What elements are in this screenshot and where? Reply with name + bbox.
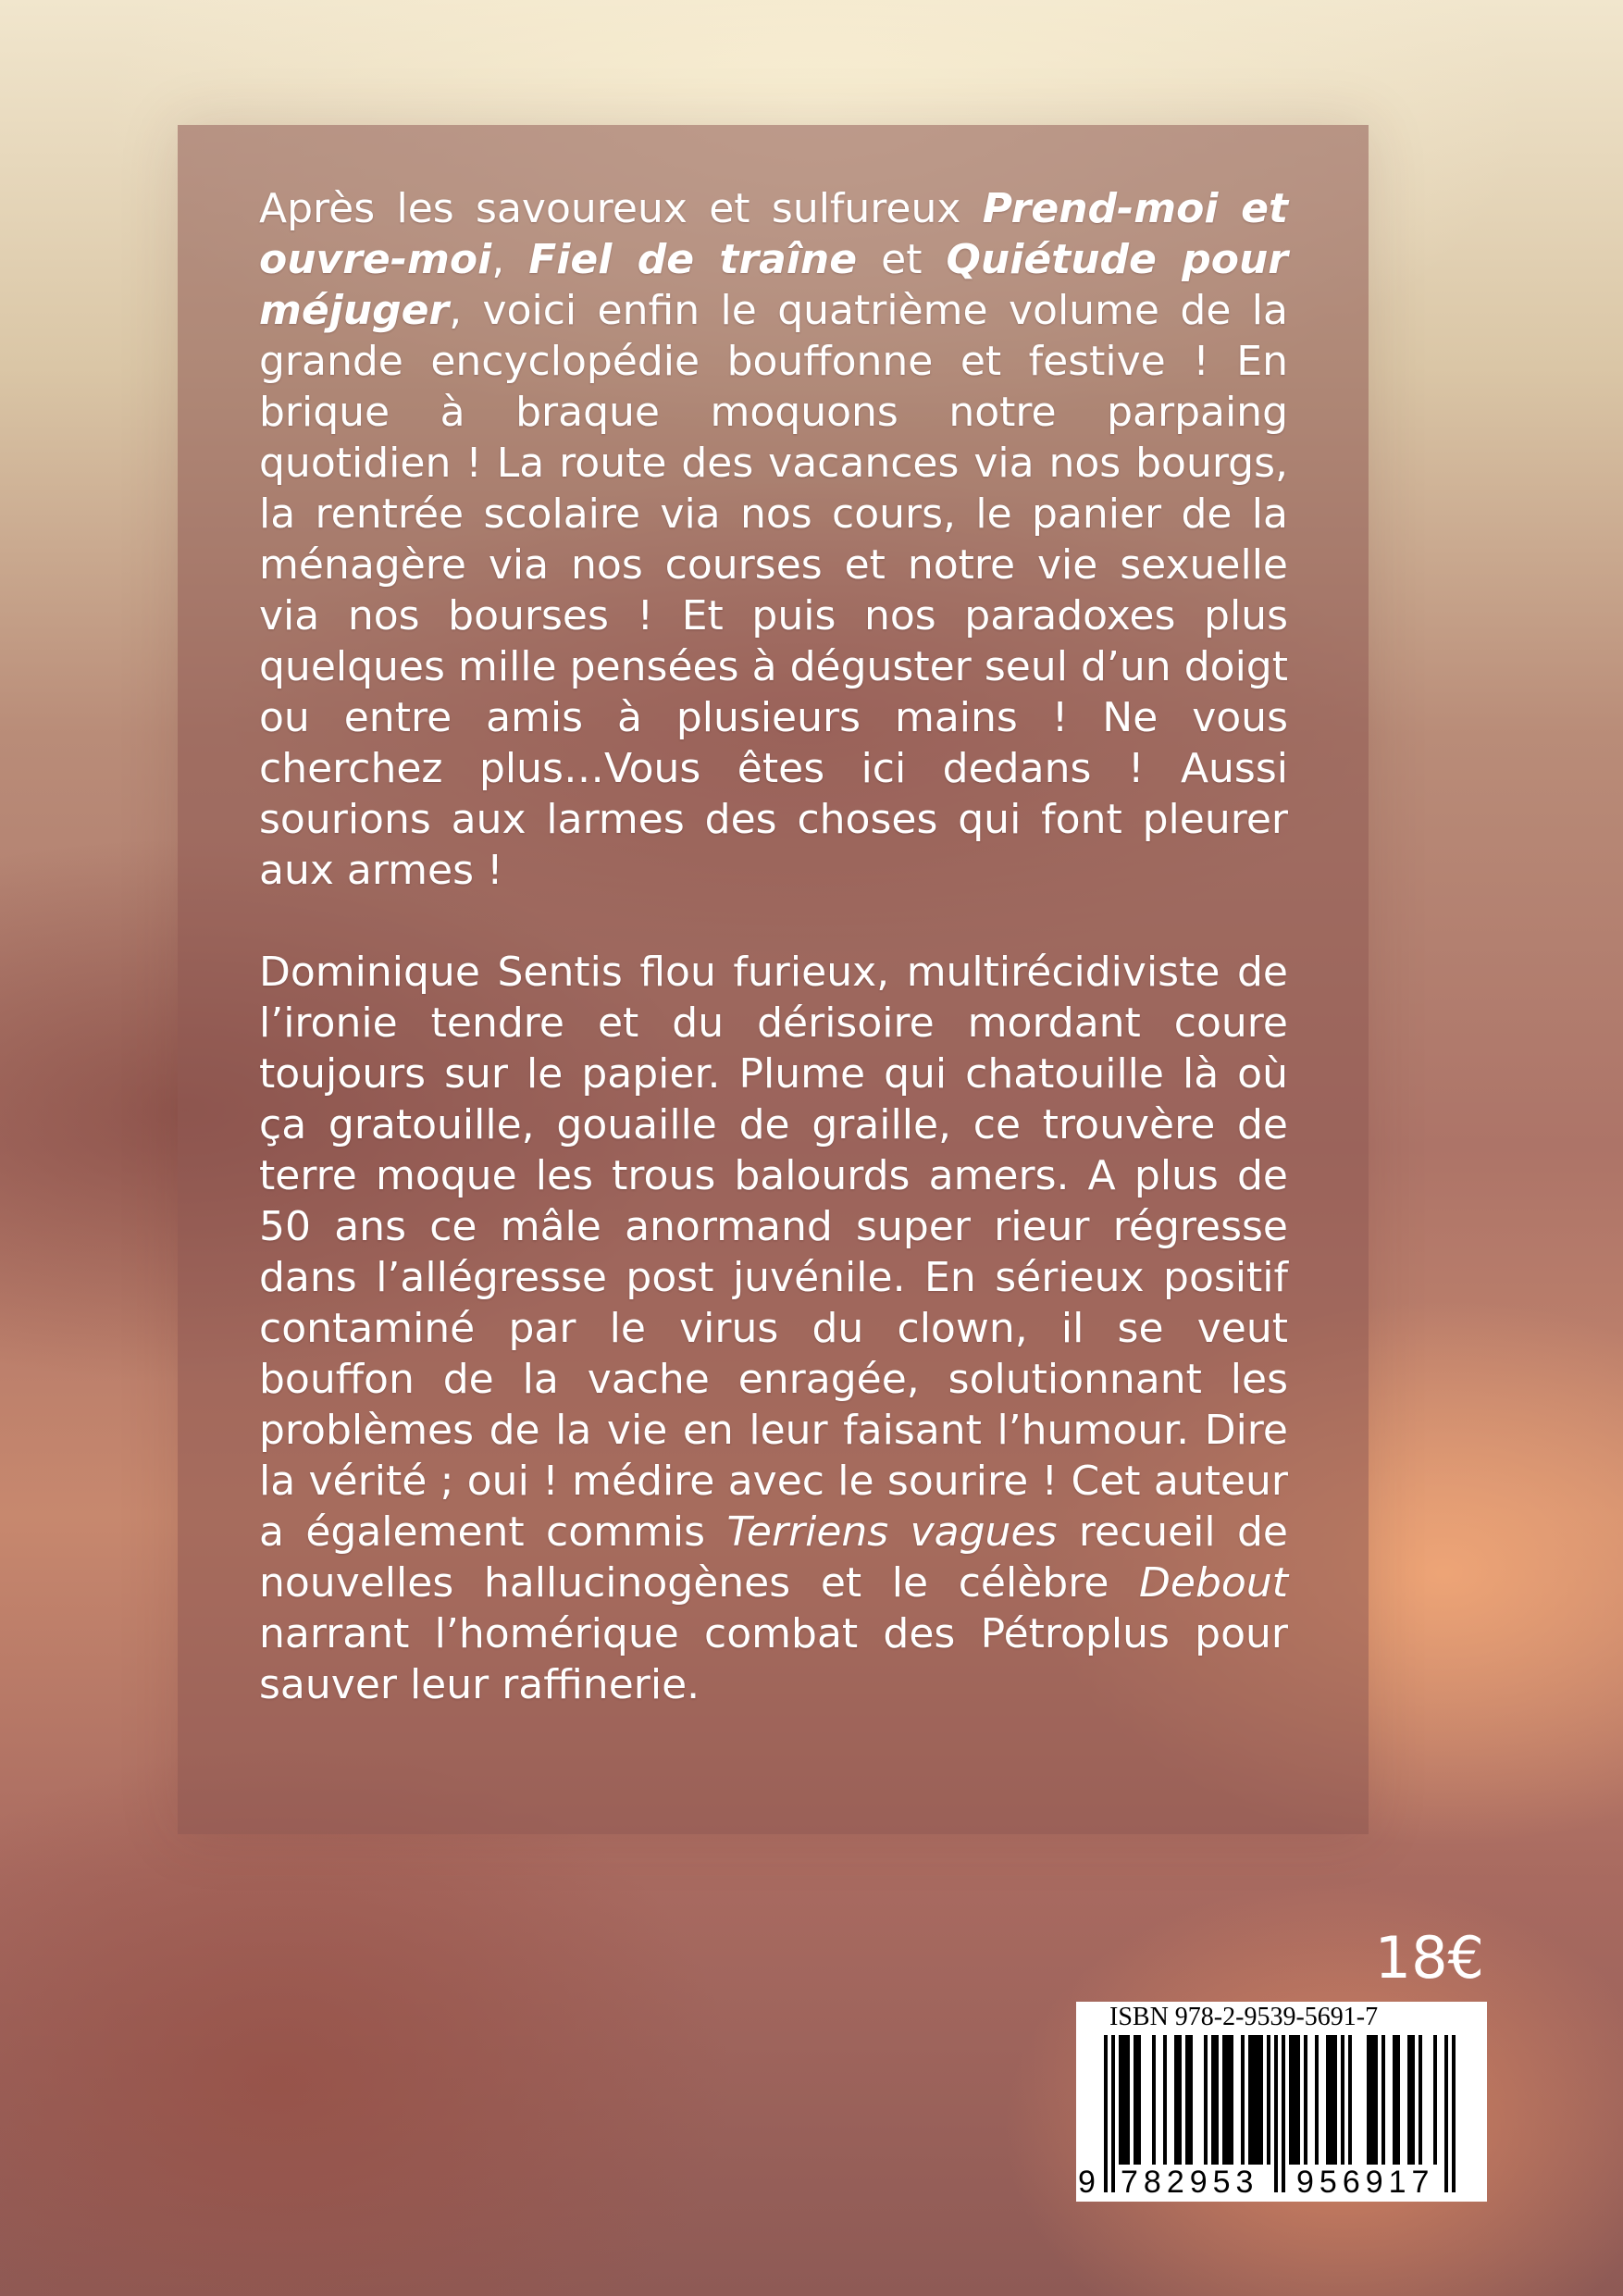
barcode-bar [1274,2035,1278,2192]
ean-right-group: 956917 [1296,2165,1435,2200]
barcode-bar [1163,2035,1167,2165]
barcode-bar [1211,2035,1215,2165]
barcode-bar [1104,2035,1108,2192]
text-run: Quiétude pour méjuger [259,236,1288,334]
barcode-bar [1370,2035,1374,2165]
barcode-bar [1444,2035,1448,2192]
text-run: et [857,236,947,283]
barcode-bar [1348,2035,1352,2165]
barcode-bar [1315,2035,1319,2165]
barcode-bar [1367,2035,1370,2165]
price-label: 18€ [1374,1924,1484,1992]
text-run: , [491,236,529,283]
ean-left-group: 782953 [1121,2165,1259,2200]
barcode-bar [1204,2035,1208,2165]
text-run: Dominique Sentis flou furieux, multirécidiviste de l’ironie tendre et du dérisoire mordant coure toujours sur le papier. Plume qui chatouille là où ça gratouille, gouaille de graille, ce trouvère de terre moque les trous balourds amers. A plus de 50 ans ce mâle anormand super rieur régresse dans l’allégresse post juvénile. En sérieux positif contaminé par le virus du clown, il se veut bouffon de la vache enragée, solutionnant les problèmes de la vie en leur faisant l’humour. Dire la vérité ; oui ! médire avec le sourire ! Cet auteur a également commis [259,949,1288,1556]
barcode-bar [1396,2035,1400,2165]
barcode-bar [1122,2035,1126,2165]
text-run: , voici enfin le quatrième volume de la grande encyclopédie bouffonne et festive ! En brique à braque moquons notre parpaing quotidien ! La route des vacances via nos bourgs, la rentrée scolaire via nos cours, le panier de la ménagère via nos courses et notre vie sexuelle via nos bourses ! Et puis nos paradoxes plus quelques mille pensées à déguster seul d’un doigt ou entre amis à plusieurs mains ! Ne vous cherchez plus…Vous êtes ici dedans ! Aussi sourions aux larmes des choses qui font pleurer aux armes ! [259,287,1288,894]
barcode-bar [1296,2035,1300,2165]
barcode-bar [1333,2035,1337,2165]
blurb-paragraph-2 [259,947,1288,1710]
isbn-barcode [1076,2002,1487,2202]
text-run: Debout [1139,1559,1288,1607]
barcode-bar [1111,2035,1115,2192]
barcode-bar [1230,2035,1233,2165]
barcode-bar [1326,2035,1330,2165]
barcode-bar [1134,2035,1137,2165]
barcode-bar [1241,2035,1245,2165]
barcode-bar [1293,2035,1296,2165]
barcode-bar [1393,2035,1396,2165]
barcode-bar [1119,2035,1122,2165]
barcode-bar [1178,2035,1182,2165]
barcode-bar [1226,2035,1230,2165]
text-run: recueil de nouvelles hallucinogènes et le célèbre [259,1508,1288,1607]
barcode-bar [1189,2035,1193,2165]
barcode-bar [1259,2035,1263,2165]
barcode-bar [1185,2035,1189,2165]
barcode-bar [1374,2035,1378,2165]
text-run: Après les savoureux et sulfureux [259,185,983,232]
barcode-bar [1452,2035,1456,2192]
barcode-bar [1381,2035,1385,2165]
barcode-bar [1267,2035,1270,2165]
text-run: Fiel de traîne [528,236,858,283]
barcode-bar [1215,2035,1219,2165]
barcode-bar [1137,2035,1141,2165]
text-run: narrant l’homérique combat des Pétroplus pour sauver leur raffinerie. [259,1610,1288,1708]
barcode-bar [1289,2035,1293,2165]
barcode-bar [1252,2035,1256,2165]
barcode-bar [1330,2035,1333,2165]
barcode-bar [1152,2035,1156,2165]
barcode-bar [1433,2035,1437,2165]
barcode-bar [1419,2035,1422,2165]
barcode-bar [1126,2035,1130,2165]
barcode-bar [1304,2035,1307,2165]
barcode-bar [1282,2035,1285,2192]
barcode-bar [1248,2035,1252,2165]
barcode-bar [1222,2035,1226,2165]
text-run: Prend-moi et ouvre-moi [259,185,1288,283]
text-run: Terriens vagues [726,1508,1058,1556]
barcode-bar [1174,2035,1178,2165]
ean-first-digit: 9 [1078,2165,1096,2200]
barcode-bar [1341,2035,1344,2165]
blurb-paragraph-1 [259,183,1288,896]
isbn-label: ISBN 978-2-9539-5691-7 [1109,2003,1379,2031]
barcode-bar [1256,2035,1259,2165]
back-cover-blurb [259,183,1288,1710]
barcode-bar [1407,2035,1411,2165]
barcode-bar [1411,2035,1415,2165]
